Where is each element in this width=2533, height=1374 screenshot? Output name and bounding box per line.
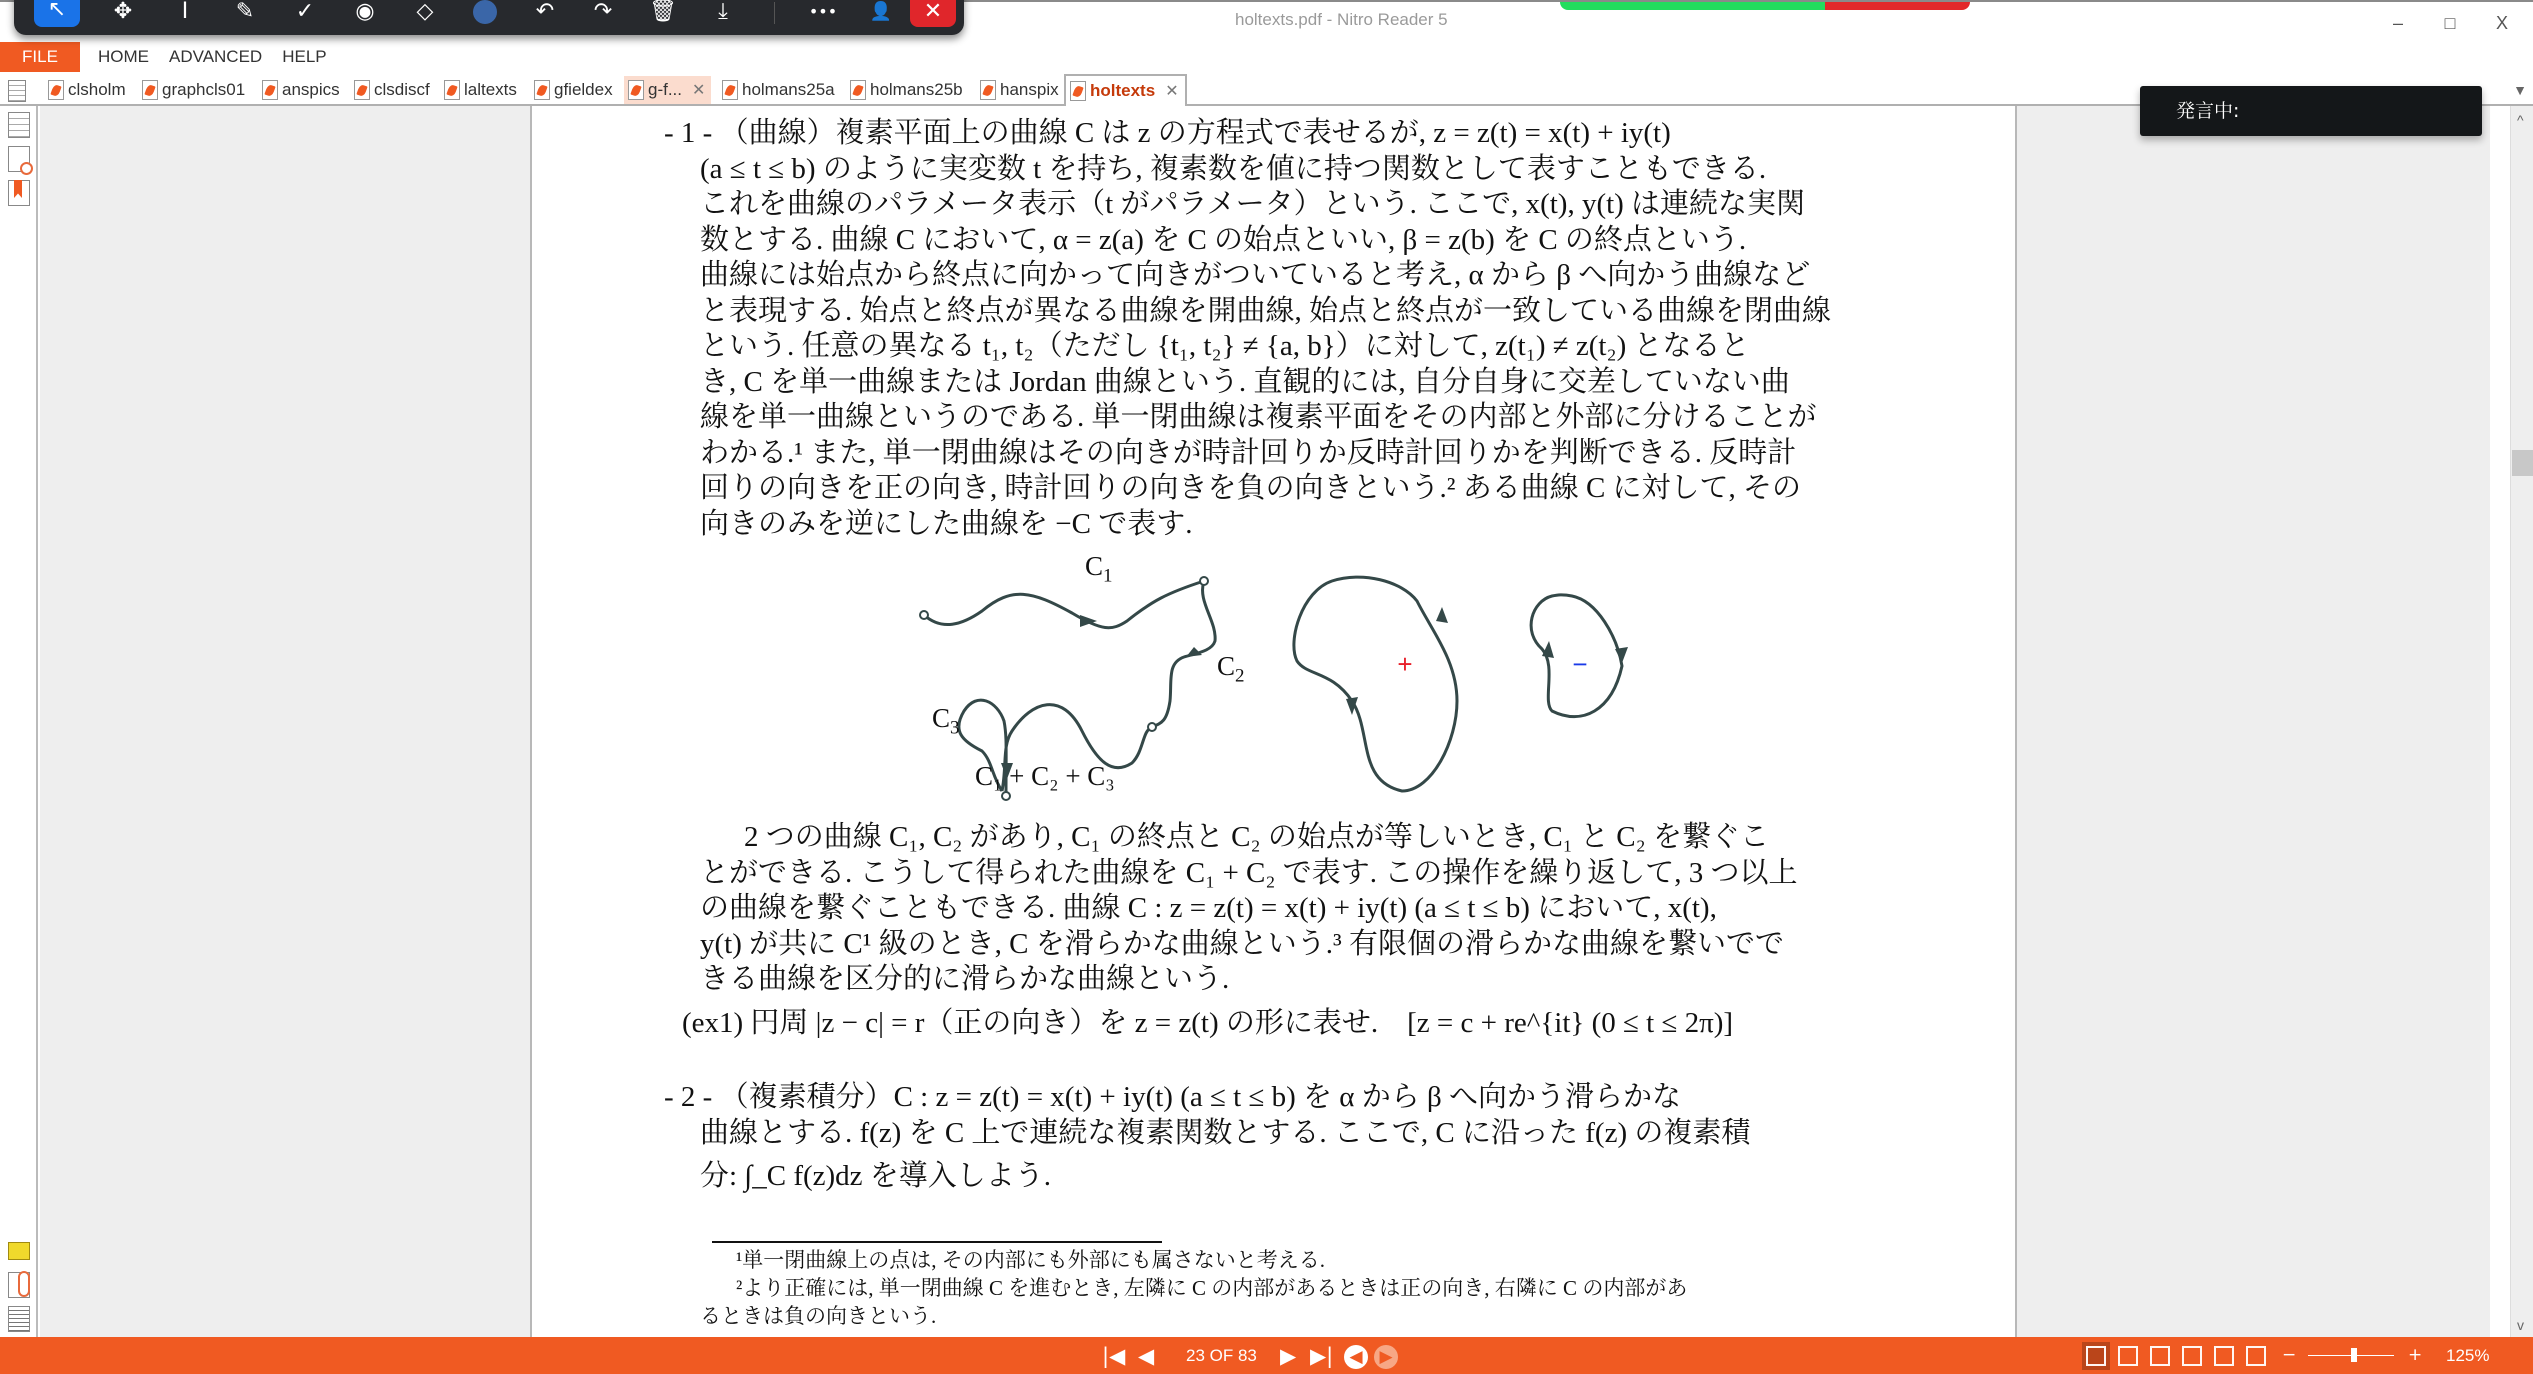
- text-line: 2 つの曲線 C₁, C₂ があり, C₁ の終点と C₂ の始点が等しいとき, C₁ と C₂ を繋ぐこ: [744, 821, 1769, 853]
- tab-clsholm[interactable]: [44, 76, 132, 104]
- tab-overflow-icon[interactable]: ▼: [2513, 82, 2527, 98]
- tab-label: gfieldex: [554, 80, 613, 99]
- tab-label: anspics: [282, 80, 340, 99]
- left-panel: [0, 106, 38, 1337]
- recording-indicator: [1560, 2, 1970, 10]
- check-icon[interactable]: ✓: [295, 0, 315, 24]
- text-line: [664, 1080, 1864, 1116]
- forward-view-icon[interactable]: ▶: [1374, 1345, 1398, 1369]
- pdf-file-icon: [262, 80, 278, 100]
- menu-home[interactable]: HOME: [98, 47, 149, 66]
- color-swatch: [473, 0, 497, 24]
- presentation-view-icon[interactable]: [2214, 1346, 2234, 1366]
- eraser-icon[interactable]: ◇: [416, 0, 434, 24]
- text-span: （複素積分）C : z = z(t) = x(t) + iy(t) (a ≤ t ≤ b) を α から β へ向かう滑らかな: [719, 1081, 1681, 1113]
- bookmark-icon[interactable]: [8, 180, 30, 206]
- exercise-1: (ex1) 円周 |z − c| = r（正の向き）を z = z(t) の形に表せ. [z = c + re^{it} (0 ≤ t ≤ 2π)]: [682, 1006, 1734, 1039]
- negative-sign: −: [1572, 649, 1588, 679]
- close-tab-icon[interactable]: ✕: [1165, 83, 1179, 100]
- tab-hanspix[interactable]: [976, 76, 1065, 104]
- text-line: きる曲線を区分的に滑らかな曲線という.: [700, 963, 1230, 995]
- ribbon-menu: [0, 42, 2533, 72]
- pen-icon[interactable]: ✎: [235, 0, 255, 24]
- redo-icon[interactable]: ↷: [593, 0, 613, 24]
- pdf-file-icon: [850, 80, 866, 100]
- continuous-view-icon[interactable]: [2118, 1346, 2138, 1366]
- label-text: C: [1217, 651, 1236, 681]
- text-line: という. 任意の異なる t₁, t₂（ただし {t₁, t₂} ≠ {a, b}）に対して, z(t₁) ≠ z(t₂) となると: [700, 330, 1750, 362]
- tab-clsdiscf[interactable]: [350, 76, 436, 104]
- text-line: 曲線とする. f(z) を C 上で連続な複素関数とする. ここで, C に沿った f(z) の複素積: [700, 1116, 1751, 1149]
- vertical-scrollbar[interactable]: [2510, 106, 2533, 1337]
- text-line: 分: ∫_C f(z)dz を導入しよう.: [700, 1160, 1052, 1192]
- back-view-icon[interactable]: ◀: [1344, 1345, 1368, 1369]
- text-line: き, C を単一曲線または Jordan 曲線という. 直観的には, 自分自身に交差していない曲: [700, 365, 1790, 398]
- label-c3: [932, 703, 960, 739]
- outline-list-icon[interactable]: [8, 1306, 30, 1332]
- spotlight-icon[interactable]: ◉: [355, 0, 375, 24]
- tab-label: laltexts: [464, 80, 517, 99]
- close-toolbar-icon[interactable]: ✕: [910, 0, 956, 27]
- pdf-file-icon: [534, 80, 550, 100]
- color-dot-icon[interactable]: [462, 0, 508, 27]
- pdf-file-icon: [48, 80, 64, 100]
- text-line: わかる.¹ また, 単一閉曲線はその向きが時計回りか反時計回りかを判断できる. 反時計: [700, 436, 1797, 469]
- select-icon[interactable]: ↖: [34, 0, 80, 27]
- positive-sign: +: [1397, 649, 1413, 679]
- minimize-button[interactable]: –: [2392, 13, 2403, 33]
- text-line: 線を単一曲線というのである. 単一閉曲線は複素平面をその内部と外部に分けることが: [700, 401, 1817, 433]
- menu-help[interactable]: HELP: [282, 47, 327, 66]
- pdf-file-icon: [444, 80, 460, 100]
- pdf-file-icon: [142, 80, 158, 100]
- zoom-slider-thumb[interactable]: [2351, 1348, 2357, 1362]
- trash-icon[interactable]: 🗑: [649, 0, 677, 24]
- attachments-icon[interactable]: [8, 1272, 30, 1298]
- search-document-icon[interactable]: [8, 146, 30, 172]
- more-icon[interactable]: •••: [808, 2, 838, 21]
- text-line: これを曲線のパラメータ表示（t がパラメータ）という. ここで, x(t), y(t) は連続な実関: [700, 188, 1806, 220]
- comments-icon[interactable]: [8, 1242, 30, 1260]
- toolbar-divider: [774, 2, 775, 24]
- section-2: [664, 1080, 1864, 1195]
- text-line: 回りの向きを正の向き, 時計回りの向きを負の向きという.² ある曲線 C に対して, その: [700, 472, 1802, 504]
- text-cursor-icon[interactable]: I: [181, 0, 189, 24]
- pdf-file-icon: [1070, 81, 1086, 101]
- tab-label: g-f...: [648, 80, 683, 99]
- curves-figure: [912, 551, 1672, 801]
- tab-anspics[interactable]: [258, 76, 346, 104]
- tab-list-icon[interactable]: [8, 80, 26, 102]
- label-c1: [1085, 551, 1113, 587]
- user-shield-icon[interactable]: 👤: [869, 1, 893, 22]
- footnotes: [682, 1246, 1864, 1330]
- text-line: と表現する. 始点と終点が異なる曲線を開曲線, 始点と終点が一致している曲線を閉曲線: [700, 294, 1832, 327]
- tab-holmans25b[interactable]: [846, 76, 969, 104]
- pdf-file-icon: [980, 80, 996, 100]
- facing-continuous-view-icon[interactable]: [2182, 1346, 2202, 1366]
- first-page-icon[interactable]: |◀: [1102, 1344, 1126, 1368]
- text-line: (a ≤ t ≤ b) のように実変数 t を持ち, 複素数を値に持つ関数として表すこともできる.: [700, 152, 1767, 185]
- pdf-file-icon: [354, 80, 370, 100]
- page-indicator[interactable]: 23 OF 83: [1186, 1346, 1257, 1365]
- speaking-indicator: 発言中:: [2140, 86, 2482, 136]
- tab-label: holmans25a: [742, 80, 835, 99]
- label-sub: 2: [1235, 665, 1245, 687]
- text-line: 曲線には始点から終点に向かって向きがついていると考え, α から β へ向かう曲線など: [700, 259, 1811, 291]
- menu-file[interactable]: FILE: [0, 42, 80, 72]
- close-window-button[interactable]: X: [2495, 13, 2508, 33]
- tab-label: graphcls01: [162, 80, 246, 99]
- scroll-up-icon[interactable]: ^: [2517, 112, 2524, 128]
- tab-g-f[interactable]: [624, 76, 711, 104]
- document-viewport[interactable]: [40, 106, 2490, 1337]
- facing-view-icon[interactable]: [2150, 1346, 2170, 1366]
- floating-toolbar: [14, 0, 964, 35]
- tab-holtexts[interactable]: [1064, 74, 1187, 108]
- previous-page-icon[interactable]: ◀: [1138, 1344, 1155, 1368]
- paragraph-2: [682, 820, 1864, 1041]
- zoom-out-icon[interactable]: −: [2282, 1345, 2297, 1365]
- tab-label: clsdiscf: [374, 80, 430, 99]
- text-line: の曲線を繋ぐこともできる. 曲線 C : z = z(t) = x(t) + iy(t) (a ≤ t ≤ b) において, x(t),: [700, 892, 1717, 924]
- section-1: [664, 116, 1864, 542]
- tab-label: hanspix: [1000, 80, 1059, 99]
- section-label: - 2 -: [664, 1081, 713, 1113]
- tab-holmans25a[interactable]: [718, 76, 841, 104]
- label-sum: C₁ + C₂ + C₃: [975, 761, 1115, 791]
- menu-advanced[interactable]: ADVANCED: [169, 47, 263, 66]
- scroll-down-icon[interactable]: v: [2517, 1317, 2524, 1333]
- text-line: 向きのみを逆にした曲線を −C で表す.: [700, 507, 1193, 540]
- zoom-level[interactable]: 125%: [2446, 1346, 2490, 1365]
- text-line: [664, 116, 1864, 152]
- footnote-2: ²より正確には, 単一閉曲線 C を進むとき, 左隣に C の内部があるときは正の向き, 右隣に C の内部があ: [736, 1276, 1688, 1300]
- tab-laltexts[interactable]: [440, 76, 523, 104]
- maximize-button[interactable]: □: [2444, 13, 2456, 33]
- text-line: とができる. こうして得られた曲線を C₁ + C₂ で表す. この操作を繰り返して, 3 つ以上: [700, 856, 1798, 889]
- move-icon[interactable]: ✥: [113, 0, 133, 24]
- status-bar: [0, 1337, 2533, 1374]
- tab-graphcls01[interactable]: [138, 76, 251, 104]
- text-line: y(t) が共に C¹ 級のとき, C を滑らかな曲線という.³ 有限個の滑らかな曲線を繋いでで: [700, 927, 1784, 960]
- pdf-file-icon: [722, 80, 738, 100]
- label-sub: 3: [950, 717, 960, 739]
- zoom-in-icon[interactable]: +: [2408, 1345, 2423, 1365]
- tab-label: holmans25b: [870, 80, 963, 99]
- download-icon[interactable]: ⤓: [718, 0, 728, 24]
- window-title: holtexts.pdf - Nitro Reader 5: [1235, 10, 1448, 29]
- close-tab-icon[interactable]: ✕: [692, 82, 706, 99]
- undo-icon[interactable]: ↶: [535, 0, 555, 24]
- tab-label: clsholm: [68, 80, 126, 99]
- footnote-1: ¹単一閉曲線上の点は, その内部にも外部にも属さないと考える.: [736, 1248, 1326, 1272]
- label-sub: 1: [1103, 565, 1113, 587]
- label-text: C: [1085, 551, 1104, 581]
- last-page-icon[interactable]: ▶|: [1310, 1344, 1334, 1368]
- footnote-2-cont: るときは負の向きという.: [700, 1304, 937, 1328]
- presentation-facing-view-icon[interactable]: [2246, 1346, 2266, 1366]
- pdf-file-icon: [628, 80, 644, 100]
- footnote-rule: [712, 1241, 1162, 1243]
- section-label: - 1 -: [664, 117, 713, 149]
- text-span: （曲線）複素平面上の曲線 C は z の方程式で表せるが, z = z(t) = x(t) + iy(t): [719, 117, 1671, 149]
- label-text: C: [932, 703, 951, 733]
- tab-label: holtexts: [1090, 81, 1156, 100]
- pages-icon[interactable]: [8, 112, 30, 138]
- scroll-thumb[interactable]: [2512, 450, 2533, 476]
- pdf-page: [530, 106, 2017, 1337]
- single-page-view-icon[interactable]: [2086, 1346, 2106, 1366]
- next-page-icon[interactable]: ▶: [1280, 1344, 1297, 1368]
- text-line: 数とする. 曲線 C において, α = z(a) を C の始点といい, β = z(b) を C の終点という.: [700, 223, 1747, 256]
- tab-gfieldex[interactable]: [530, 76, 619, 104]
- label-c2: [1217, 651, 1245, 687]
